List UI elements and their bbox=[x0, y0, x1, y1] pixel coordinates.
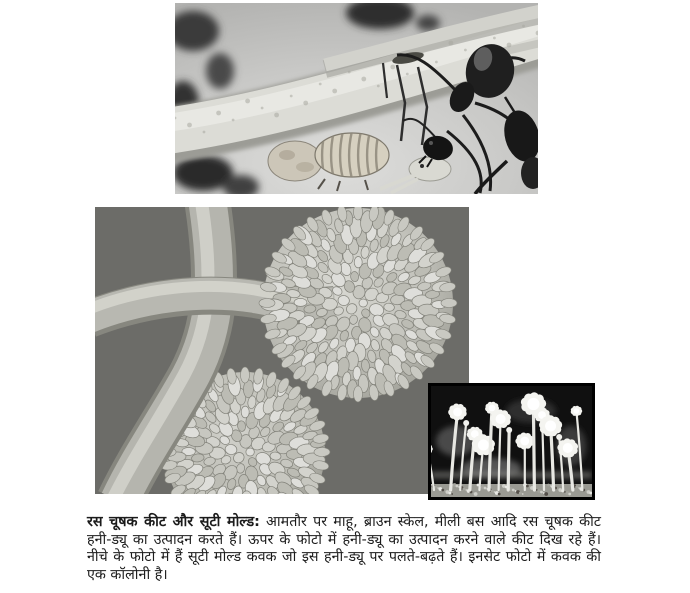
figure-caption bbox=[87, 514, 601, 584]
inset-photo-figure bbox=[428, 383, 595, 500]
caption-lead: रस चूषक कीट और सूटी मोल्ड: bbox=[87, 514, 260, 531]
caption-body: आमतौर पर माहू, ब्राउन स्केल, मीली बस आदि रस चूषक कीट हनी-ड्यू का उत्पादन करते हैं। ऊपर के फोटो में हनी-ड्यू का उत्पादन करने वाले कीट दिख रहे हैं। नीचे के फोटो में हैं सूटी मोल्ड कवक जो इस हनी-ड्यू पर पलते-बढ़ते हैं। इनसेट फोटो में कवक की एक कॉलोनी है। bbox=[87, 514, 601, 584]
fungus-colony-inset-image bbox=[431, 386, 592, 497]
top-photo-figure bbox=[175, 3, 538, 194]
sem-photo-figure bbox=[95, 207, 469, 494]
ants-photo-image bbox=[175, 3, 538, 194]
sooty-mold-sem-image bbox=[95, 207, 469, 494]
